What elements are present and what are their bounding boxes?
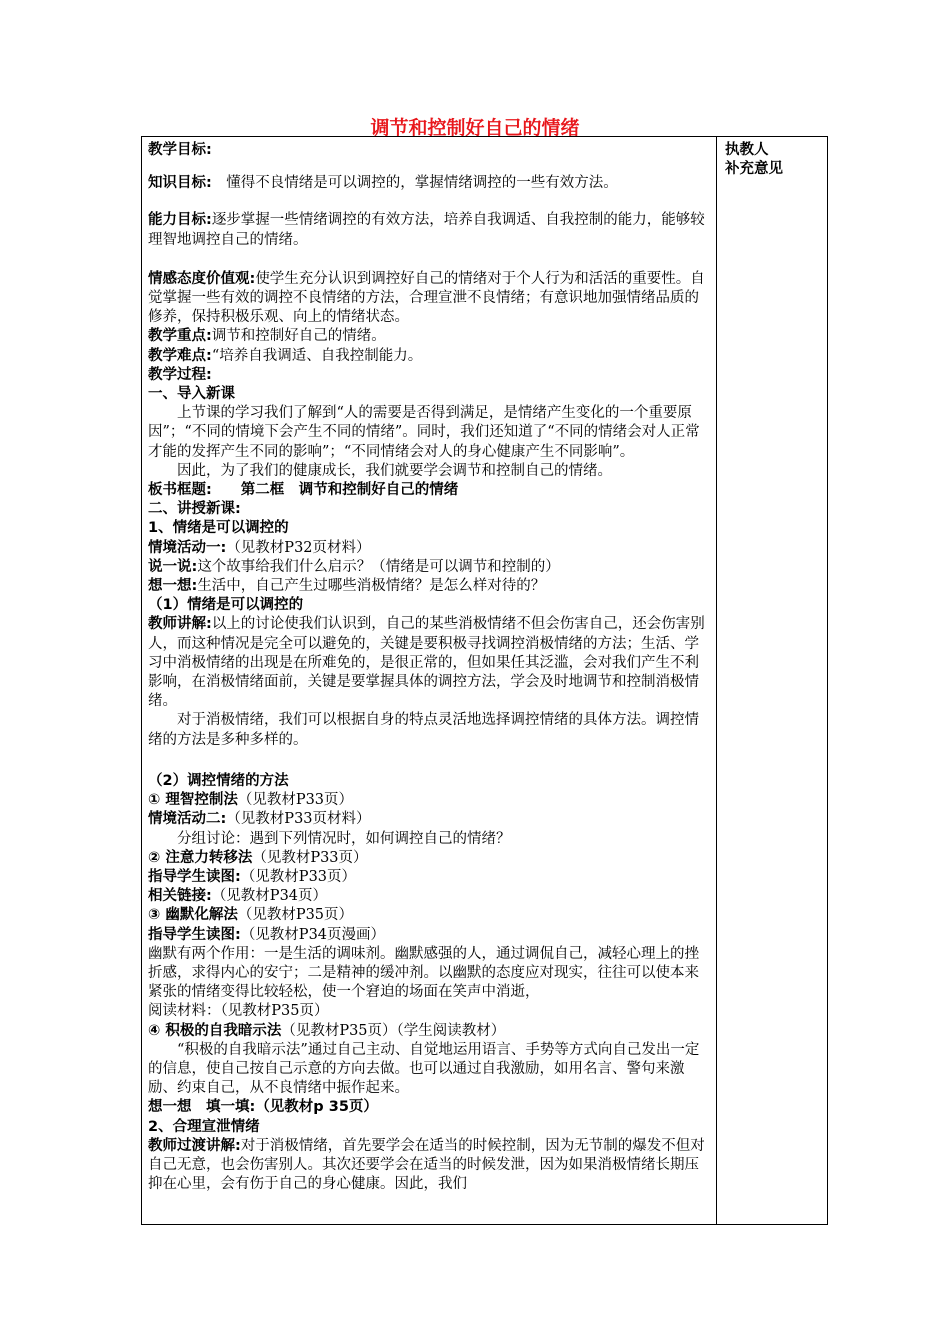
content-line [148, 772, 710, 791]
line-label: 指导学生读图: [148, 868, 241, 885]
line-text: （见教材P33页） [240, 868, 357, 885]
line-label: （1）情绪是可以调控的 [148, 597, 304, 614]
document-title: 调节和控制好自己的情绪 [370, 117, 580, 139]
content-line [148, 1118, 710, 1137]
line-label: ② 注意力转移法 [148, 849, 253, 866]
line-label: 二、讲授新课: [148, 501, 241, 518]
line-label: 教师过渡讲解: [148, 1137, 241, 1154]
line-label: 教师讲解: [148, 616, 212, 633]
line-label: 情境活动二: [148, 811, 227, 828]
line-text: 使学生充分认识到调控好自己的情绪对于个人行为和活活的重要性。自觉掌握一些有效的调控不良情绪的方法，合理宣泄不良情绪；有意识地加强情绪品质的修养，保持积极乐观、向上的情绪状态。 [148, 270, 705, 326]
content-line [148, 327, 710, 346]
line-text: 幽默有两个作用：一是生活的调味剂。幽默感强的人，通过调侃自己，减轻心理上的挫折感，求得内心的安宁；二是精神的缓冲剂。以幽默的态度应对现实，往往可以使本来紧张的情绪变得比较轻松，使一个窘迫的场面在笑声中消逝， [148, 945, 699, 1001]
notes-column [725, 141, 825, 179]
lesson-plan-table [141, 136, 828, 1225]
content-line [148, 849, 710, 868]
line-text: （见教材p 35页） [255, 1099, 378, 1116]
content-line [148, 404, 710, 462]
line-text: 第二框 调节和控制好自己的情绪 [211, 482, 459, 499]
line-label: 知识目标: [148, 175, 212, 192]
line-label: ① 理智控制法 [148, 792, 238, 809]
line-text: 生活中，自己产生过哪些消极情绪？是怎么样对待的？ [197, 578, 546, 595]
line-text: （见教材P33页） [252, 849, 368, 866]
line-text: 对于消极情绪，首先要学会在适当的时候控制，因为无节制的爆发不但对自己无意，也会伤害别人。其次还要学会在适当的时候发泄，因为如果消极情绪长期压抑在心里，会有伤于自己的身心健康。因此，我们 [148, 1137, 705, 1193]
line-label: 一、导入新课 [148, 386, 235, 403]
line-text: 阅读材料：（见教材P35页） [148, 1003, 329, 1020]
content-line [148, 141, 710, 160]
line-text: 这个故事给我们什么启示？（情绪是可以调节和控制的） [197, 558, 560, 575]
line-label: 想一想: [148, 578, 198, 595]
line-text: “培养自我调适、自我控制能力。 [211, 347, 423, 364]
line-text: 上节课的学习我们了解到“人的需要是否得到满足，是情绪产生变化的一个重要原因”；“不同的情境下会产生不同的情绪”。同时，我们还知道了“不同的情绪会对人正常才能的发挥产生不同的影响”；“不同情绪会对人的身心健康产生不同影响”。 [148, 405, 700, 460]
line-text: 逐步掌握一些情绪调控的有效方法，培养自我调适、自我控制的能力，能够较理智地调控自己的情绪。 [148, 212, 705, 248]
content-line [148, 926, 710, 945]
line-text: （见教材P33页） [237, 792, 354, 809]
line-label: ③ 幽默化解法 [148, 907, 238, 924]
content-line [148, 558, 710, 577]
content-line [148, 385, 710, 404]
line-label: 教学难点: [148, 347, 212, 364]
line-text: （见教材P35页）（学生阅读教材） [281, 1022, 506, 1039]
supplementary-notes-label: 补充意见 [725, 161, 783, 178]
line-text: 懂得不良情绪是可以调控的，掌握情绪调控的一些有效方法。 [211, 175, 618, 192]
column-divider [716, 137, 717, 1224]
content-line [148, 791, 710, 810]
line-label: 2、合理宣泄情绪 [148, 1118, 260, 1135]
line-label: 1、情绪是可以调控的 [148, 520, 289, 537]
content-line [148, 211, 710, 249]
content-line [148, 830, 710, 849]
content-line [148, 810, 710, 829]
content-line [148, 174, 710, 193]
content-line [148, 270, 710, 328]
line-text: （见教材P34页漫画） [240, 926, 386, 943]
line-label: 情感态度价值观: [148, 270, 256, 287]
line-text: （见教材P33页材料） [226, 811, 371, 828]
content-line [148, 347, 710, 366]
line-text: 分组讨论：遇到下列情况时，如何调控自己的情绪？ [177, 830, 511, 847]
content-line [148, 711, 710, 749]
content-line [148, 539, 710, 558]
content-line [148, 945, 710, 1003]
line-label: 教学目标: [148, 142, 212, 158]
line-label: 指导学生读图: [148, 926, 241, 943]
content-line [148, 462, 710, 481]
line-text: 以上的讨论使我们认识到，自己的某些消极情绪不但会伤害自己，还会伤害别人，而这种情况是完全可以避免的，关键是要积极寻找调控消极情绪的方法；生活、学习中消极情绪的出现是在所难免的，是很正常的，但如果任其泛滥，会对我们产生不利影响，在消极情绪面前，关键是要掌握具体的调控方法，学会及时地调节和控制消极情绪。 [148, 616, 705, 710]
line-label: ④ 积极的自我暗示法 [148, 1022, 282, 1039]
line-label: 情境活动一: [148, 539, 227, 556]
line-label: 教学过程: [148, 366, 212, 383]
content-line [148, 868, 710, 887]
line-label: 说一说: [148, 558, 198, 575]
line-text: 调节和控制好自己的情绪。 [211, 328, 386, 345]
content-line [148, 577, 710, 596]
content-line [148, 1002, 710, 1021]
lesson-content-column [148, 141, 710, 1194]
line-label: 能力目标: [148, 212, 212, 229]
content-line [148, 906, 710, 925]
line-text: “积极的自我暗示法”通过自己主动、自觉地运用语言、手势等方式向自己发出一定的信息，使自己按自己示意的方向去做。也可以通过自我激励，如用名言、警句来激励、约束自己，从不良情绪中振作起来。 [148, 1041, 700, 1097]
line-label: 相关链接: [148, 888, 212, 905]
line-text: （见教材P32页材料） [226, 539, 371, 556]
content-line [148, 519, 710, 538]
teacher-label: 执教人 [725, 142, 769, 158]
line-label: （2）调控情绪的方法 [148, 772, 289, 789]
content-line [148, 1137, 710, 1195]
content-line [148, 887, 710, 906]
content-line [148, 481, 710, 500]
line-text: 因此，为了我们的健康成长，我们就要学会调节和控制自己的情绪。 [177, 462, 612, 479]
line-label: 想一想 填一填: [148, 1099, 256, 1116]
content-line [148, 500, 710, 519]
content-line [148, 596, 710, 615]
content-line [148, 1022, 710, 1041]
line-text: 对于消极情绪，我们可以根据自身的特点灵活地选择调控情绪的具体方法。调控情绪的方法是多种多样的。 [148, 712, 699, 748]
content-line [148, 366, 710, 385]
content-line [148, 615, 710, 711]
line-text: （见教材P35页） [237, 907, 354, 924]
content-line [148, 1098, 710, 1117]
line-label: 板书框题: [148, 482, 212, 499]
line-text: （见教材P34页） [211, 888, 328, 905]
content-line [148, 1041, 710, 1099]
line-label: 教学重点: [148, 328, 212, 345]
